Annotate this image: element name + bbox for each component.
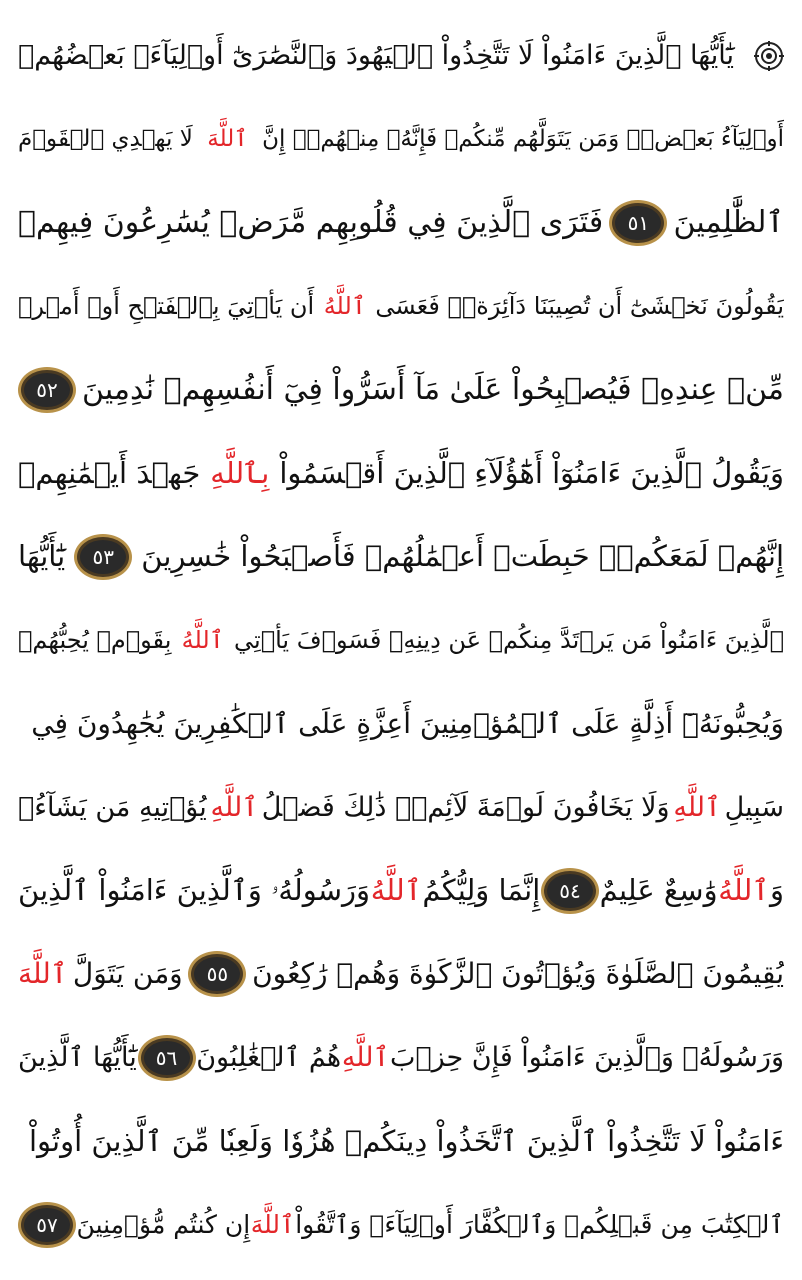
text-line-5 [18, 348, 784, 432]
text-line-2 [18, 98, 784, 182]
verse-text: يَٰٓأَيُّهَا ٱلَّذِينَ [18, 1042, 137, 1074]
verse-number-marker: ٥٧ [18, 1202, 76, 1248]
text-line-9 [18, 682, 784, 766]
verse-text: وَيُحِبُّونَهُۥٓ أَذِلَّةٍ عَلَى ٱلۡمُؤۡمِنِينَ أَعِزَّةٍ عَلَى ٱلۡكَٰفِرِينَ يُجَٰهِدُونَ فِي [31, 706, 784, 740]
verse-text: جَهۡدَ أَيۡمَٰنِهِمۡ [18, 455, 201, 490]
verse-number-marker: ٥٤ [541, 868, 599, 914]
text-lines [18, 14, 784, 1267]
verse-text: وَرَسُولَهُۥ وَٱلَّذِينَ ءَامَنُواْ فَإِنَّ حِزۡبَ [389, 1042, 784, 1074]
verse-text: مِّنۡ عِندِهِۦ فَيُصۡبِحُواْ عَلَىٰ مَآ أَسَرُّواْ فِيٓ أَنفُسِهِمۡ نَٰدِمِينَ [82, 371, 784, 407]
verse-text: إِن كُنتُم مُّؤۡمِنِينَ [76, 1210, 251, 1240]
verse-text: أَن يَأۡتِيَ بِٱلۡفَتۡحِ أَوۡ أَمۡرٖ [18, 292, 315, 321]
verse-number-marker: ٥٣ [74, 534, 132, 580]
text-line-8 [18, 599, 784, 683]
text-line-12 [18, 933, 784, 1017]
divine-name-word: ٱللَّهِ [341, 1042, 390, 1074]
verse-text: ٱلَّذِينَ ءَامَنُواْ مَن يَرۡتَدَّ مِنكُمۡ عَن دِينِهِۦ فَسَوۡفَ يَأۡتِي [234, 626, 784, 655]
verse-text: وَرَسُولُهُۥ وَٱلَّذِينَ ءَامَنُواْ ٱلَّذِينَ [18, 873, 371, 908]
verse-number-marker: ٥١ [609, 200, 667, 246]
verse-text: بِقَوۡمٖ يُحِبُّهُمۡ [18, 626, 172, 655]
text-line-3 [18, 181, 784, 265]
verse-text: ٱلظَّٰلِمِينَ [673, 204, 784, 240]
verse-text: فَتَرَى ٱلَّذِينَ فِي قُلُوبِهِم مَّرَضٞ يُسَٰرِعُونَ فِيهِمۡ [18, 204, 604, 240]
verse-text: وَٰسِعٌ عَلِيمٌ [599, 873, 718, 908]
verse-text: هُمُ ٱلۡغَٰلِبُونَ [196, 1042, 342, 1074]
verse-text: وَلَا يَخَافُونَ لَوۡمَةَ لَآئِمٖۚ ذَٰلِكَ فَضۡلُ [261, 791, 670, 823]
verse-text: يَٰٓأَيُّهَا [18, 539, 66, 574]
divine-name-word: بِٱللَّهِ [210, 455, 270, 490]
verse-text: ٱلۡكِتَٰبَ مِن قَبۡلِكُمۡ وَٱلۡكُفَّارَ أَوۡلِيَآءَۚ وَٱتَّقُواْ [295, 1210, 784, 1240]
text-line-11 [18, 849, 784, 933]
divine-name-word: ٱللَّهُ [181, 626, 224, 655]
divine-name-word: ٱللَّهِ [673, 791, 721, 823]
verse-text: وَيَقُولُ ٱلَّذِينَ ءَامَنُوٓاْ أَهَٰٓؤُلَآءِ ٱلَّذِينَ أَقۡسَمُواْ [279, 455, 784, 490]
text-line-13 [18, 1016, 784, 1100]
verse-text: وَ [769, 873, 784, 908]
divine-name-word: ٱللَّهُ [323, 292, 366, 321]
verse-number-marker: ٥٢ [18, 367, 76, 413]
verse-text: يَقُولُونَ نَخۡشَىٰٓ أَن تُصِيبَنَا دَآئِرَةٞۚ فَعَسَى [375, 292, 784, 321]
verse-text: يُقِيمُونَ ٱلصَّلَوٰةَ وَيُؤۡتُونَ ٱلزَّكَوٰةَ وَهُمۡ رَٰكِعُونَ [252, 957, 784, 991]
divine-name-word: ٱللَّهَ [207, 125, 248, 152]
text-line-1 [18, 14, 784, 98]
verse-text: وَمَن يَتَوَلَّ [72, 957, 183, 991]
verse-text: إِنَّمَا وَلِيُّكُمُ [422, 873, 541, 908]
text-line-15 [18, 1183, 784, 1267]
verse-text: إِنَّهُمۡ لَمَعَكُمۡۚ حَبِطَتۡ أَعۡمَٰلُهُمۡ فَأَصۡبَحُواْ خَٰسِرِينَ [141, 539, 784, 574]
hizb-rosette-icon [754, 41, 784, 71]
verse-text: لَا يَهۡدِي ٱلۡقَوۡمَ [18, 125, 193, 152]
text-line-4 [18, 265, 784, 349]
text-line-10 [18, 766, 784, 850]
text-line-6 [18, 432, 784, 516]
divine-name-word: ٱللَّهِ [210, 791, 259, 823]
text-line-14 [18, 1100, 784, 1184]
divine-name-word: ٱللَّهُ [370, 873, 422, 908]
verse-text: سَبِيلِ [724, 791, 784, 823]
divine-name-word: ٱللَّهَ [250, 1210, 295, 1240]
verse-number-marker: ٥٥ [188, 951, 246, 997]
verse-number-marker: ٥٦ [138, 1035, 196, 1081]
divine-name-word: ٱللَّهَ [18, 957, 68, 991]
text-line-7 [18, 515, 784, 599]
verse-text: يَٰٓأَيُّهَا ٱلَّذِينَ ءَامَنُواْ لَا تَتَّخِذُواْ ٱلۡيَهُودَ وَٱلنَّصَٰرَىٰٓ أَوۡلِيَآءَۘ بَعۡضُهُمۡ [18, 40, 734, 72]
verse-text: أَوۡلِيَآءُ بَعۡضٖۚ وَمَن يَتَوَلَّهُم مِّنكُمۡ فَإِنَّهُۥ مِنۡهُمۡۗ إِنَّ [262, 125, 784, 152]
divine-name-word: ٱللَّهُ [718, 873, 770, 908]
verse-text: ءَامَنُواْ لَا تَتَّخِذُواْ ٱلَّذِينَ ٱتَّخَذُواْ دِينَكُمۡ هُزُوٗا وَلَعِبٗا مِّنَ ٱلَّذِينَ أُوتُواْ [28, 1123, 784, 1158]
verse-text: يُؤۡتِيهِ مَن يَشَآءُۚ [18, 791, 207, 823]
